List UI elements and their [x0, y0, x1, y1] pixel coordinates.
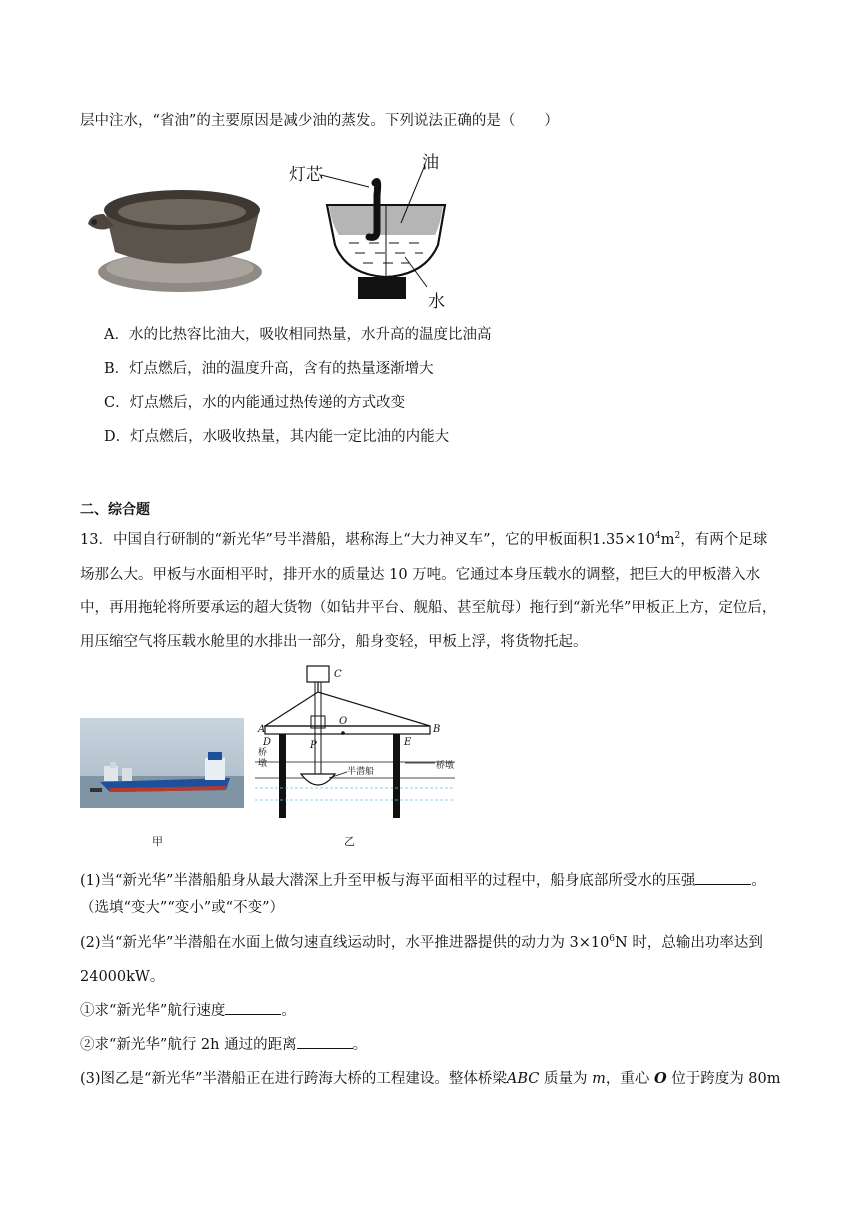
deck-area-value: $1.35\times 10^4m^2$	[592, 531, 681, 548]
sub2-line-4: ②求“新光华”航行 2h 通过的距离 。	[80, 1034, 367, 1055]
sub2-line-2: 24000kW。	[80, 969, 165, 985]
pier-right-label: 桥墩	[436, 761, 455, 771]
caption-yi: 乙	[344, 835, 355, 848]
option-c: C．灯点燃后，水的内能通过热传递的方式改变	[104, 395, 406, 411]
answer-blank-2[interactable]	[225, 1000, 281, 1015]
sub1-line-2: （选填“变大”“变小”或“不变”）	[80, 900, 284, 916]
pier-left-label: 桥墩	[258, 748, 268, 769]
label-p: P	[310, 740, 317, 751]
water-label: 水	[428, 292, 445, 312]
option-a: A．水的比热容比油大，吸收相同热量，水升高的温度比油高	[104, 327, 492, 343]
wick-label: 灯芯	[289, 165, 323, 185]
answer-blank-1[interactable]	[695, 870, 751, 885]
label-b: B	[433, 724, 441, 735]
oil-lamp-photo	[80, 180, 272, 300]
option-b: B．灯点燃后，油的温度升高，含有的热量逐渐增大	[104, 361, 434, 377]
label-o: O	[339, 716, 348, 727]
answer-blank-3[interactable]	[297, 1034, 353, 1049]
label-a: A	[258, 724, 266, 735]
ship-photo	[80, 718, 244, 808]
section-title: 二、综合题	[80, 502, 150, 518]
q13-line-3: 中，再用拖轮将所要承运的超大货物（如钻井平台、舰船、甚至航母）拖行到“新光华”甲板正上方，定位后，	[80, 600, 777, 616]
q13-line-1: 13．中国自行研制的“新光华”号半潜船，堪称海上“大力神叉车”，它的甲板面积$1.35\times 10^4m^2$，有两个足球	[80, 531, 768, 548]
sub1-line-1: (1)当“新光华”半潜船船身从最大潜深上升至甲板与海平面相平的过程中，船身底部所受水的压强 。	[80, 870, 766, 891]
sub2-line-1: (2)当“新光华”半潜船在水面上做匀速直线运动时，水平推进器提供的动力为 $3\times 10^6N$ 时，总输出功率达到	[80, 934, 763, 951]
question-intro-line: 层中注水，“省油”的主要原因是减少油的蒸发。下列说法正确的是（ ）	[80, 113, 559, 129]
q13-line-2: 场那么大。甲板与水面相平时，排开水的质量达 10 万吨。它通过本身压载水的调整，把巨大的甲板潜入水	[80, 567, 761, 583]
caption-jia: 甲	[152, 835, 163, 848]
label-c: C	[334, 669, 342, 680]
label-d: D	[263, 737, 272, 748]
ship-label: 半潜船	[347, 767, 375, 777]
bridge-diagram	[255, 662, 485, 822]
sub2-line-3: ①求“新光华”航行速度 。	[80, 1000, 296, 1021]
oil-label: 油	[422, 153, 439, 173]
label-e: E	[404, 737, 412, 748]
q13-line-4: 用压缩空气将压载水舱里的水排出一部分，船身变轻，甲板上浮，将货物托起。	[80, 634, 588, 650]
option-d: D．灯点燃后，水吸收热量，其内能一定比油的内能大	[104, 429, 450, 445]
sub3-line-1: (3)图乙是“新光华”半潜船正在进行跨海大桥的工程建设。整体桥梁ABC 质量为 m，重心 O 位于跨度为 80m	[80, 1070, 781, 1087]
